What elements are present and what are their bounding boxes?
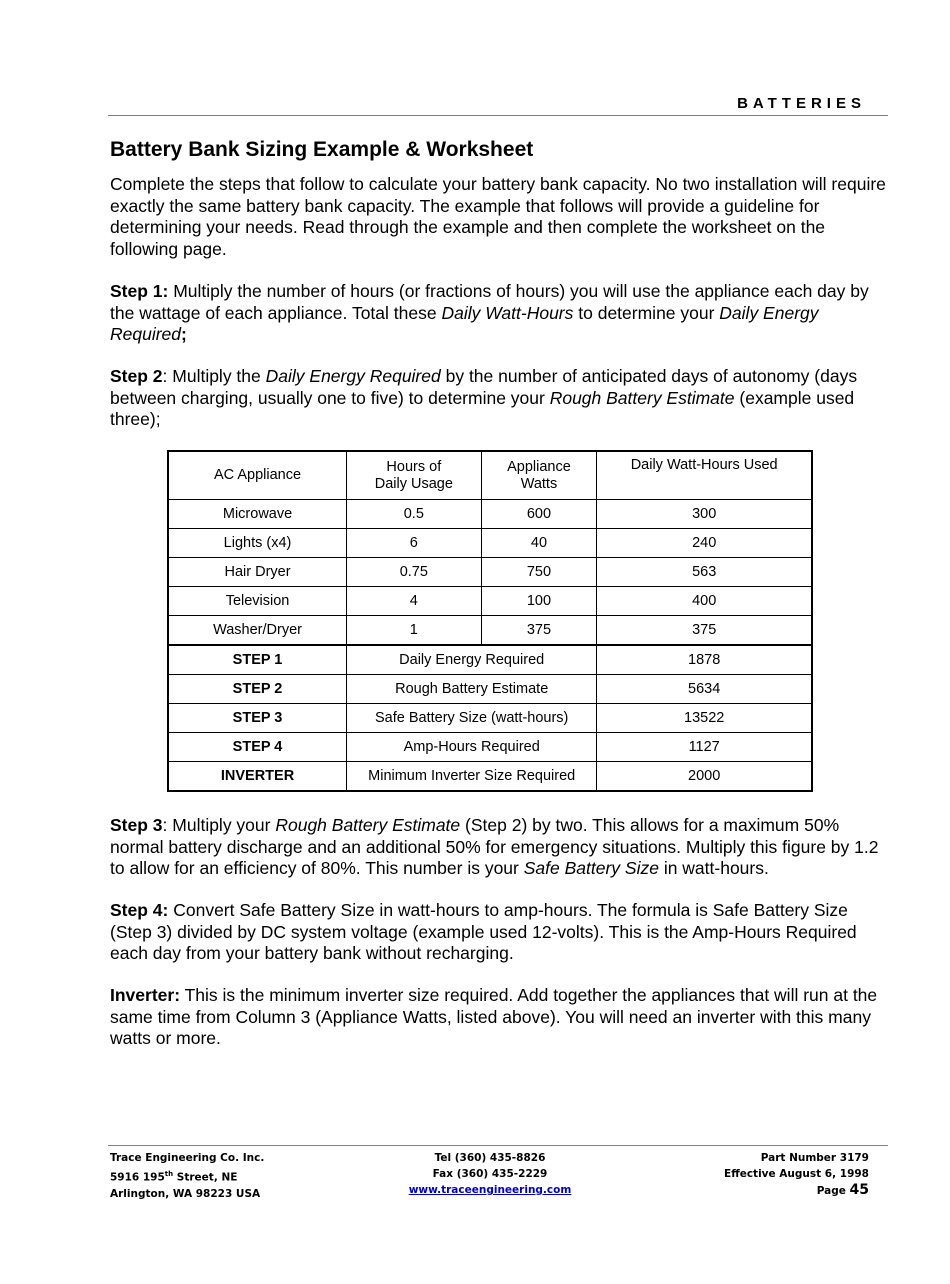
footer-street-name: Street, NE bbox=[173, 1171, 238, 1184]
step2-label: Step 2 bbox=[110, 366, 163, 386]
step-row bbox=[168, 704, 812, 733]
step4-paragraph bbox=[110, 900, 890, 965]
daily-cell: 375 bbox=[597, 616, 812, 646]
step3-text-2: (Step 2) by two. This allows for a maximum 50% normal battery discharge and an additional 50% for emergency situations. Multiply this figure by 1.2 to allow for an efficiency of 80%. This number is your bbox=[110, 815, 879, 878]
footer-street bbox=[110, 1166, 264, 1186]
hours-cell: 0.5 bbox=[347, 500, 482, 529]
col-header-watts bbox=[481, 451, 597, 500]
step-cell: STEP 3 bbox=[168, 704, 347, 733]
step-cell: STEP 2 bbox=[168, 675, 347, 704]
table-row bbox=[168, 500, 812, 529]
step1-emphasis-1: Daily Watt-Hours bbox=[441, 302, 574, 323]
watts-cell: 750 bbox=[481, 558, 597, 587]
step-row bbox=[168, 762, 812, 792]
footer-tel: Tel (360) 435-8826 bbox=[434, 1152, 546, 1164]
header-divider bbox=[108, 115, 888, 116]
step1-label: Step 1: bbox=[110, 281, 169, 301]
step3-emphasis-1: Rough Battery Estimate bbox=[275, 815, 461, 835]
footer-city: Arlington, WA 98223 USA bbox=[110, 1187, 261, 1200]
hours-cell: 4 bbox=[347, 587, 482, 616]
hours-cell: 6 bbox=[347, 529, 482, 558]
appliance-cell: Washer/Dryer bbox=[168, 616, 347, 646]
footer-website-link[interactable]: www.traceengineering.com bbox=[408, 1184, 572, 1196]
step-value-cell: 1878 bbox=[597, 645, 812, 675]
hours-cell: 1 bbox=[347, 616, 482, 646]
step2-text-1: : Multiply the bbox=[162, 366, 266, 386]
appliance-cell: Microwave bbox=[168, 500, 347, 529]
footer-street-number: 5916 195 bbox=[110, 1171, 165, 1184]
col-header-hours-line2: Daily Usage bbox=[374, 475, 453, 492]
step-value-cell: 13522 bbox=[597, 704, 812, 733]
step1-paragraph bbox=[110, 281, 890, 346]
footer-street-suffix: th bbox=[164, 1170, 174, 1178]
table-row bbox=[168, 558, 812, 587]
col-header-watts-line1: Appliance bbox=[507, 458, 571, 475]
appliance-cell: Television bbox=[168, 587, 347, 616]
step-value-cell: 2000 bbox=[597, 762, 812, 792]
step2-text-3: (example used three); bbox=[110, 387, 855, 429]
step-value-cell: 5634 bbox=[597, 675, 812, 704]
watts-cell: 100 bbox=[481, 587, 597, 616]
watts-cell: 375 bbox=[481, 616, 597, 646]
step3-emphasis-2: Safe Battery Size bbox=[523, 858, 659, 878]
step1-text-1: Multiply the number of hours (or fractions of hours) you will use the appliance each day by the wattage of each appliance. Total these bbox=[110, 281, 869, 323]
page-title: Battery Bank Sizing Example & Worksheet bbox=[110, 138, 534, 161]
appliance-cell: Hair Dryer bbox=[168, 558, 347, 587]
step-cell: STEP 4 bbox=[168, 733, 347, 762]
step-row bbox=[168, 733, 812, 762]
footer-divider bbox=[108, 1145, 888, 1146]
watts-cell: 40 bbox=[481, 529, 597, 558]
sizing-worksheet-table bbox=[167, 450, 813, 792]
footer-address bbox=[110, 1150, 264, 1202]
footer-fax: Fax (360) 435-2229 bbox=[432, 1168, 548, 1180]
hours-cell: 0.75 bbox=[347, 558, 482, 587]
col-header-appliance: AC Appliance bbox=[168, 451, 347, 500]
step-cell: STEP 1 bbox=[168, 645, 347, 675]
footer-part-number: Part Number 3179 bbox=[760, 1152, 869, 1164]
daily-cell: 240 bbox=[597, 529, 812, 558]
col-header-watts-line2: Watts bbox=[520, 475, 558, 492]
inverter-label: Inverter: bbox=[110, 985, 181, 1005]
step-description-cell: Minimum Inverter Size Required bbox=[347, 762, 597, 792]
step4-label: Step 4: bbox=[110, 900, 169, 920]
footer-contact bbox=[400, 1150, 580, 1198]
step-value-cell: 1127 bbox=[597, 733, 812, 762]
step3-paragraph bbox=[110, 815, 890, 880]
step1-end: ; bbox=[181, 324, 187, 344]
step1-text-2: to determine your bbox=[573, 302, 720, 323]
footer-page-number: 45 bbox=[849, 1182, 869, 1198]
step-row bbox=[168, 675, 812, 704]
watts-cell: 600 bbox=[481, 500, 597, 529]
daily-cell: 300 bbox=[597, 500, 812, 529]
step-cell: INVERTER bbox=[168, 762, 347, 792]
col-header-hours-line1: Hours of bbox=[386, 458, 442, 475]
col-header-hours bbox=[347, 451, 482, 500]
appliance-cell: Lights (x4) bbox=[168, 529, 347, 558]
step2-emphasis-1: Daily Energy Required bbox=[265, 366, 441, 386]
step1-emphasis-2: Daily Energy Required bbox=[110, 302, 819, 344]
table-header-row bbox=[168, 451, 812, 500]
step-description-cell: Daily Energy Required bbox=[347, 645, 597, 675]
daily-cell: 563 bbox=[597, 558, 812, 587]
step-description-cell: Rough Battery Estimate bbox=[347, 675, 597, 704]
section-header: BATTERIES bbox=[737, 95, 866, 112]
footer-company: Trace Engineering Co. Inc. bbox=[110, 1152, 265, 1164]
step2-text-2: by the number of anticipated days of autonomy (days between charging, usually one to five) to determine your bbox=[110, 366, 858, 408]
step3-label: Step 3 bbox=[110, 815, 163, 835]
step-description-cell: Amp-Hours Required bbox=[347, 733, 597, 762]
footer-document-info bbox=[724, 1150, 869, 1199]
step4-text: Convert Safe Battery Size in watt-hours to amp-hours. The formula is Safe Battery Size (Step 3) divided by DC system voltage (example used 12-volts). This is the Amp-Hours Required each day from your battery bank without recharging. bbox=[110, 900, 857, 963]
step2-paragraph bbox=[110, 366, 890, 431]
step2-emphasis-2: Rough Battery Estimate bbox=[549, 387, 735, 408]
step3-text-1: : Multiply your bbox=[162, 815, 276, 835]
table-row bbox=[168, 616, 812, 646]
step-row bbox=[168, 645, 812, 675]
step3-text-3: in watt-hours. bbox=[658, 858, 769, 878]
col-header-daily-watt-hours: Daily Watt-Hours Used bbox=[597, 451, 812, 500]
step-description-cell: Safe Battery Size (watt-hours) bbox=[347, 704, 597, 733]
footer-page-label: Page bbox=[816, 1185, 846, 1197]
table-row bbox=[168, 529, 812, 558]
intro-paragraph: Complete the steps that follow to calculate your battery bank capacity. No two installation will require exactly the same battery bank capacity. The example that follows will provide a guideline for determining your needs. Read through the example and then complete the worksheet on the following page. bbox=[110, 174, 886, 259]
inverter-paragraph bbox=[110, 985, 890, 1050]
inverter-text: This is the minimum inverter size required. Add together the appliances that will run at the same time from Column 3 (Appliance Watts, listed above). You will need an inverter with this many watts or more. bbox=[110, 985, 878, 1048]
daily-cell: 400 bbox=[597, 587, 812, 616]
table-row bbox=[168, 587, 812, 616]
footer-effective-date: Effective August 6, 1998 bbox=[724, 1168, 869, 1180]
footer-page bbox=[724, 1182, 869, 1199]
